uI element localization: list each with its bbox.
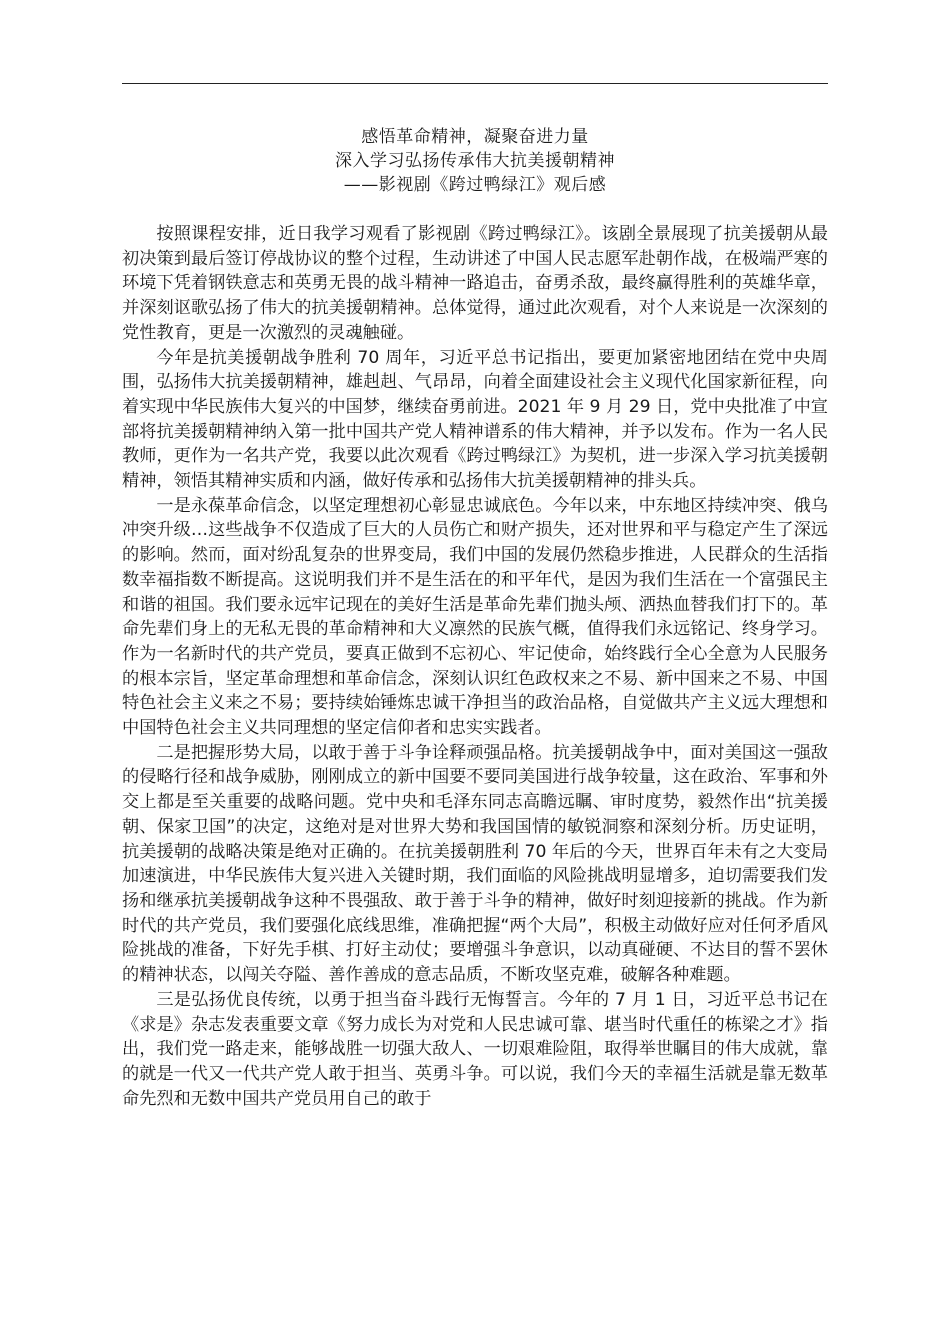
header-rule bbox=[122, 83, 828, 84]
title-block bbox=[122, 125, 828, 197]
subtitle: 深入学习弘扬传承伟大抗美援朝精神 bbox=[335, 151, 615, 171]
paragraph-point-three: 三是弘扬优良传统，以勇于担当奋斗践行无悔誓言。今年的 7 月 1 日，习近平总书记在《求是》杂志发表重要文章《努力成长为对党和人民忠诚可靠、堪当时代重任的栋梁之才》指出，我们党一路走来，能够战胜一切强大敌人、一切艰难险阻，取得举世瞩目的伟大成就，靠的就是一代又一代共产党人敢于担当、英勇斗争。可以说，我们今天的幸福生活就是靠无数革命先烈和无数中国共产党员用自己的敢于 bbox=[122, 989, 828, 1109]
paragraph-intro: 按照课程安排，近日我学习观看了影视剧《跨过鸭绿江》。该剧全景展现了抗美援朝从最初决策到最后签订停战协议的整个过程，生动讲述了中国人民志愿军赴朝作战，在极端严寒的环境下凭着钢铁意志和英勇无畏的战斗精神一路追击，奋勇杀敌，最终赢得胜利的英雄华章，并深刻讴歌弘扬了伟大的抗美援朝精神。总体觉得，通过此次观看，对个人来说是一次深刻的党性教育，更是一次激烈的灵魂触碰。 bbox=[122, 224, 828, 343]
subtitle-review: ——影视剧《跨过鸭绿江》观后感 bbox=[343, 175, 607, 195]
paragraph-point-one: 一是永葆革命信念，以坚定理想初心彰显忠诚底色。今年以来，中东地区持续冲突、俄乌冲突升级…这些战争不仅造成了巨大的人员伤亡和财产损失，还对世界和平与稳定产生了深远的影响。然而，面对纷乱复杂的世界变局，我们中国的发展仍然稳步推进，人民群众的生活指数幸福指数不断提高。这说明我们并不是生活在的和平年代，是因为我们生活在一个富强民主和谐的祖国。我们要永远牢记现在的美好生活是革命先辈们抛头颅、洒热血替我们打下的。革命先辈们身上的无私无畏的革命精神和大义凛然的民族气概，值得我们永远铭记、终身学习。作为一名新时代的共产党员，要真正做到不忘初心、牢记使命，始终践行全心全意为人民服务的根本宗旨，坚定革命理想和革命信念，深刻认识红色政权来之不易、新中国来之不易、中国特色社会主义来之不易；要持续始锤炼忠诚干净担当的政治品格，自觉做共产主义远大理想和中国特色社会主义共同理想的坚定信仰者和忠实实践者。 bbox=[122, 495, 828, 739]
main-title: 感悟革命精神，凝聚奋进力量 bbox=[361, 127, 589, 147]
paragraph-background: 今年是抗美援朝战争胜利 70 周年，习近平总书记指出，要更加紧密地团结在党中央周围，弘扬伟大抗美援朝精神，雄赳赳、气昂昂，向着全面建设社会主义现代化国家新征程，向着实现中华民族伟大复兴的中国梦，继续奋勇前进。2021 年 9 月 29 日，党中央批准了中宣部将抗美援朝精神纳入第一批中国共产党人精神谱系的伟大精神，并予以发布。作为一名人民教师，更作为一名共产党，我要以此次观看《跨过鸭绿江》为契机，进一步深入学习抗美援朝精神，领悟其精神实质和内涵，做好传承和弘扬伟大抗美援朝精神的排头兵。 bbox=[122, 347, 828, 492]
paragraph-point-two: 二是把握形势大局，以敢于善于斗争诠释顽强品格。抗美援朝战争中，面对美国这一强敌的侵略行径和战争威胁，刚刚成立的新中国要不要同美国进行战争较量，这在政治、军事和外交上都是至关重要的战略问题。党中央和毛泽东同志高瞻远瞩、审时度势，毅然作出“抗美援朝、保家卫国”的决定，这绝对是对世界大势和我国国情的敏锐洞察和深刻分析。历史证明，抗美援朝的战略决策是绝对正确的。在抗美援朝胜利 70 年后的今天，世界百年未有之大变局加速演进，中华民族伟大复兴进入关键时期，我们面临的风险挑战明显增多，迫切需要我们发扬和继承抗美援朝战争这种不畏强敌、敢于善于斗争的精神，做好时刻迎接新的挑战。作为新时代的共产党员，我们要强化底线思维，准确把握“两个大局”，积极主动做好应对任何矛盾风险挑战的准备，下好先手棋、打好主动仗；要增强斗争意识，以动真碰硬、不达目的誓不罢休的精神状态，以闯关夺隘、善作善成的意志品质，不断攻坚克难，破解各种难题。 bbox=[122, 742, 828, 986]
body-text bbox=[122, 222, 828, 1111]
